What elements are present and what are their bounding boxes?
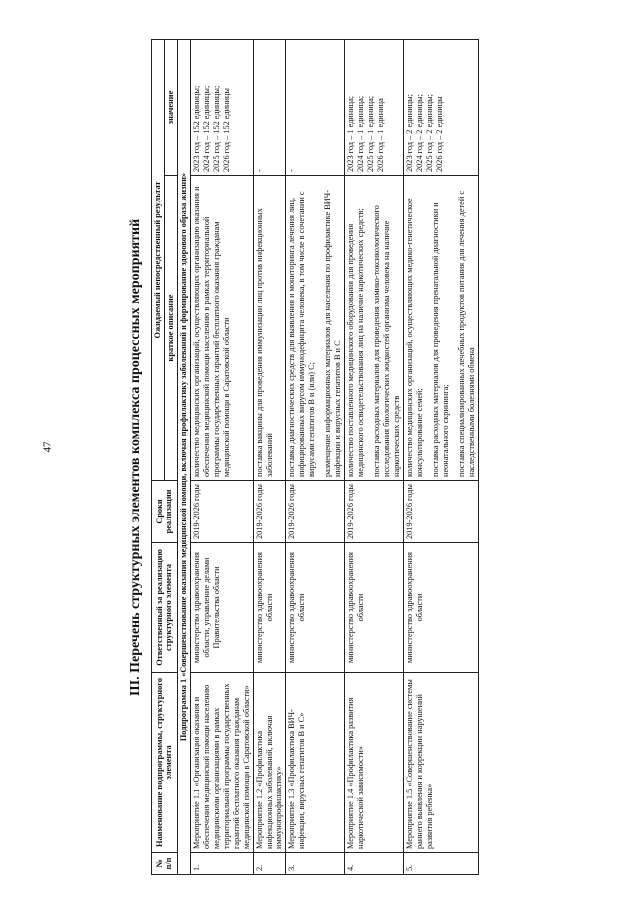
row-number: 5. bbox=[403, 853, 478, 875]
rotated-page-content bbox=[125, 40, 625, 875]
row-responsible: министерство здравоохранения области bbox=[286, 543, 345, 673]
row-short-description bbox=[253, 176, 286, 481]
description-item: поставка вакцины для проведения иммунизации лиц против инфекционных заболеваний bbox=[254, 208, 274, 477]
header-responsible: Ответственный за реализацию структурного элемента bbox=[152, 543, 178, 673]
row-measure-name: Мероприятие 1.1 «Организация оказания и обеспечения медицинской помощи населению медицинскими организациями в рамках территориальной программы государственных гарантий бесплатного оказания гражданам медицинской помощи в Саратовской области» bbox=[190, 673, 253, 853]
row-values bbox=[403, 39, 478, 175]
subprogram-row bbox=[177, 39, 190, 874]
subprogram-title: Подпрограмма 1 «Совершенствование оказания медицинской помощи, включая профилактику заболеваний и формирование здорового образа жизни» bbox=[177, 39, 190, 874]
row-number: 2. bbox=[253, 853, 286, 875]
row-terms: 2019-2026 годы bbox=[403, 481, 478, 543]
value-item: 2023 год – 2 единицы; bbox=[404, 94, 414, 172]
measures-table bbox=[151, 39, 479, 875]
row-responsible: министерство здравоохранения области, управление делами Правительства области bbox=[190, 543, 253, 673]
row-short-description bbox=[190, 176, 253, 481]
row-short-description bbox=[286, 176, 345, 481]
value-item: 2024 год – 2 единицы; bbox=[414, 94, 424, 172]
row-number: 3. bbox=[286, 853, 345, 875]
header-expected-result: Ожидаемый непосредственный результат bbox=[152, 39, 165, 480]
description-item: поставка расходных материалов для проведения химико-токсикологического исследования биологических жидкостей организма человека на наличие наркотических средств bbox=[372, 205, 402, 477]
value-item: 2025 год – 2 единицы; bbox=[424, 94, 434, 172]
row-responsible: министерство здравоохранения области bbox=[345, 543, 404, 673]
row-number: 4. bbox=[345, 853, 404, 875]
description-item: количество медицинских организаций, осуществляющих медико-генетическое консультирование семей; bbox=[404, 198, 424, 477]
table-row bbox=[345, 39, 404, 874]
row-measure-name: Мероприятие 1.2 «Профилактика инфекционных заболеваний, включая иммунопрофилактику» bbox=[253, 673, 286, 853]
row-values bbox=[253, 39, 286, 175]
value-item: - bbox=[287, 169, 297, 172]
description-item: размещение информационных материалов для населения по профилактике ВИЧ-инфекции и вирусных гепатитов В и С bbox=[323, 190, 343, 477]
table-body bbox=[190, 39, 478, 874]
description-item: поставка диагностических средств для выявления и мониторинга лечения лиц, инфицированных вирусом иммунодефицита человека, в том числе в сочетании с вирусами гепатитов В и (или) С; bbox=[287, 191, 317, 477]
description-item: количество поставленного медицинского оборудования для проведения медицинского освидетельствования лиц на наличие наркотических средств; bbox=[346, 208, 366, 477]
page-number: 47 bbox=[41, 441, 54, 453]
row-responsible: министерство здравоохранения области bbox=[403, 543, 478, 673]
row-terms: 2019-2026 годы bbox=[190, 481, 253, 543]
document-title: III. Перечень структурных элементов комплекса процессных мероприятий bbox=[128, 218, 143, 697]
row-short-description bbox=[345, 176, 404, 481]
row-values bbox=[286, 39, 345, 175]
row-short-description bbox=[403, 176, 478, 481]
header-value: значение bbox=[164, 39, 177, 175]
row-measure-name: Мероприятие 1.4 «Профилактика развития наркотической зависимости» bbox=[345, 673, 404, 853]
row-values bbox=[345, 39, 404, 175]
row-terms: 2019-2026 годы bbox=[345, 481, 404, 543]
row-number: 1. bbox=[190, 853, 253, 875]
header-num: № п/п bbox=[152, 853, 178, 875]
value-item: 2024 год – 152 единицы; bbox=[201, 85, 211, 172]
row-measure-name: Мероприятие 1.3 «Профилактика ВИЧ-инфекции, вирусных гепатитов В и С» bbox=[286, 673, 345, 853]
value-item: 2026 год – 2 единицы bbox=[434, 96, 444, 172]
value-item: 2025 год – 152 единицы; bbox=[211, 85, 221, 172]
table-row bbox=[190, 39, 253, 874]
header-row-1 bbox=[152, 39, 165, 874]
header-short-description: краткое описание bbox=[164, 176, 177, 481]
row-values bbox=[190, 39, 253, 175]
value-item: 2023 год – 152 единицы; bbox=[191, 85, 201, 172]
description-item: количество медицинских организаций, осуществляющих организацию оказания и обеспечения медицинской помощи населению в рамках территориальной программы государственных гарантий бесплатного оказания гражданам медицинской помощи в Саратовской области bbox=[191, 186, 231, 477]
row-terms: 2019-2026 годы bbox=[253, 481, 286, 543]
value-item: - bbox=[254, 169, 264, 172]
row-responsible: министерство здравоохранения области bbox=[253, 543, 286, 673]
row-measure-name: Мероприятие 1.5 «Совершенствование системы раннего выявления и коррекции нарушений развития ребенка» bbox=[403, 673, 478, 853]
value-item: 2026 год – 152 единицы bbox=[221, 88, 231, 172]
header-name: Наименование подпрограммы, структурного элемента bbox=[152, 673, 178, 853]
value-item: 2023 год – 1 единица; bbox=[346, 95, 356, 172]
value-item: 2026 год – 1 единица bbox=[376, 98, 386, 172]
description-item: поставка специализированных лечебных продуктов питания для лечения детей с наследственными болезнями обмена bbox=[456, 190, 476, 477]
row-terms: 2019-2026 годы bbox=[286, 481, 345, 543]
table-row bbox=[253, 39, 286, 874]
header-terms: Сроки реализации bbox=[152, 481, 178, 543]
description-item: поставка расходных материалов для проведения пренатальной диагностики и неонатального скрининга; bbox=[430, 202, 450, 477]
value-item: 2025 год – 1 единица; bbox=[366, 95, 376, 172]
table-row bbox=[403, 39, 478, 874]
value-item: 2024 год – 1 единица; bbox=[356, 95, 366, 172]
table-row bbox=[286, 39, 345, 874]
